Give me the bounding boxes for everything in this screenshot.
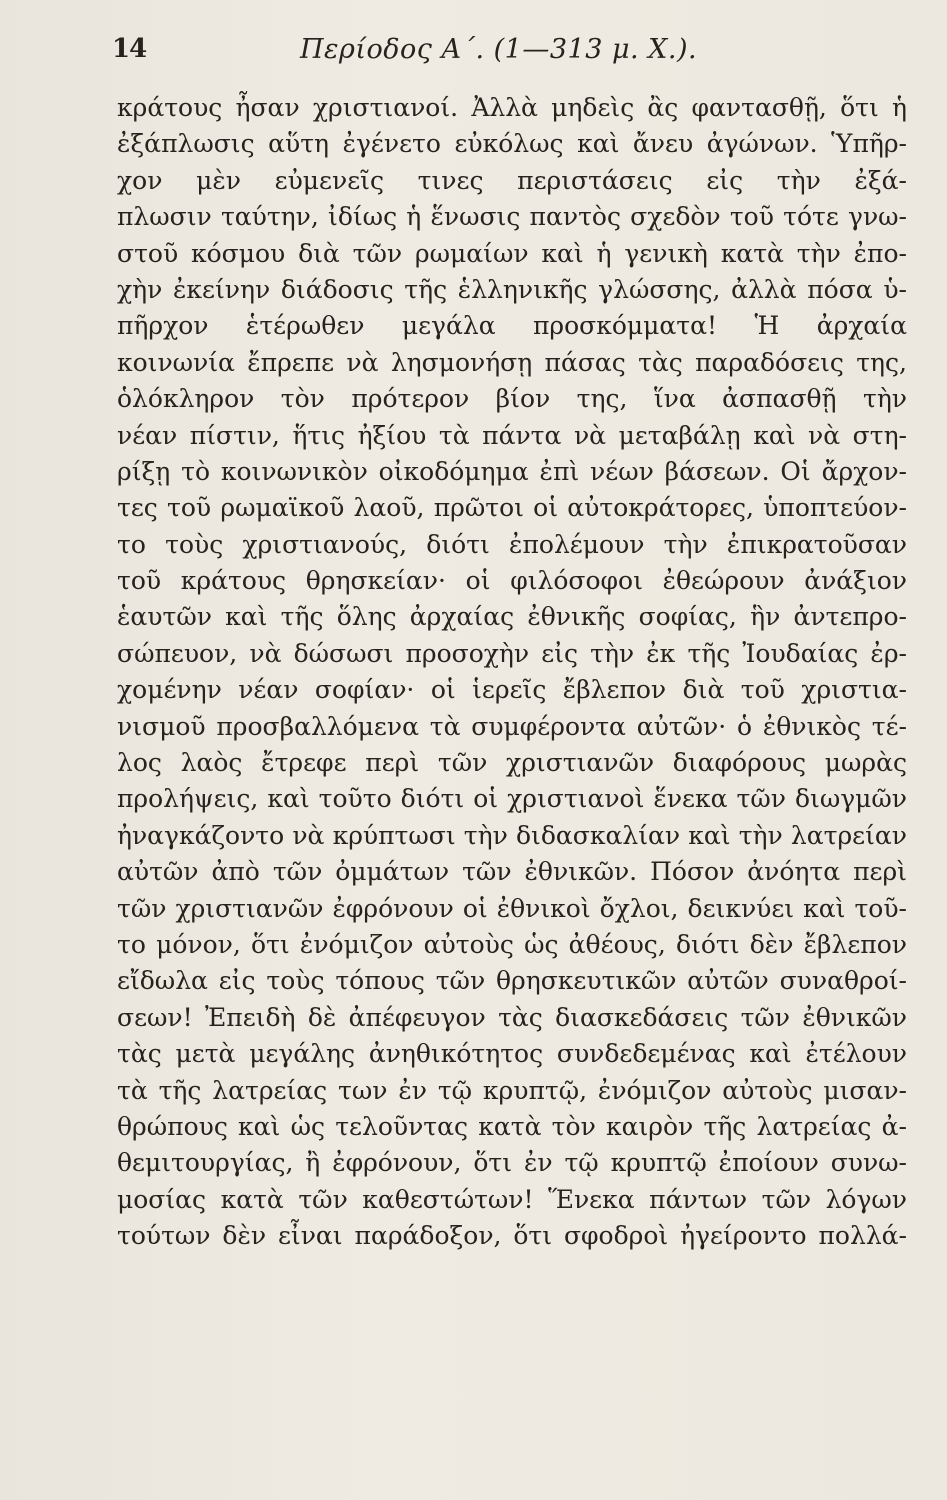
text-line: το μόνον, ὅτι ἐνόμιζον αὐτοὺς ὡς ἀθέους, διότι δὲν ἔβλεπον bbox=[117, 929, 907, 959]
text-line: πλωσιν ταύτην, ἰδίως ἡ ἕνωσις παντὸς σχεδὸν τοῦ τότε γνω- bbox=[117, 202, 907, 232]
page-number: 14 bbox=[112, 34, 147, 64]
text-line: τὰς μετὰ μεγάλης ἀνηθικότητος συνδεδεμένας καὶ ἐτέλουν bbox=[117, 1039, 907, 1069]
body-text bbox=[117, 90, 907, 1255]
text-line: τὰ τῆς λατρείας των ἐν τῷ κρυπτῷ, ἐνόμιζον αὐτοὺς μισαν- bbox=[117, 1075, 907, 1105]
text-line: ρίξῃ τὸ κοινωνικὸν οἰκοδόμημα ἐπὶ νέων βάσεων. Οἱ ἄρχον- bbox=[117, 456, 907, 486]
text-line: χον μὲν εὐμενεῖς τινες περιστάσεις εἰς τὴν ἐξά- bbox=[117, 165, 907, 195]
text-line: λος λαὸς ἔτρεφε περὶ τῶν χριστιανῶν διαφόρους μωρὰς bbox=[117, 748, 907, 778]
text-line: σώπευον, νὰ δώσωσι προσοχὴν εἰς τὴν ἐκ τῆς Ἰουδαίας ἐρ- bbox=[117, 638, 907, 668]
text-line: μοσίας κατὰ τῶν καθεστώτων! Ἕνεκα πάντων τῶν λόγων bbox=[117, 1184, 907, 1214]
text-line: χομένην νέαν σοφίαν· οἱ ἱερεῖς ἔβλεπον διὰ τοῦ χριστια- bbox=[117, 675, 907, 705]
text-line: τούτων δὲν εἶναι παράδοξον, ὅτι σφοδροὶ ἠγείροντο πολλά- bbox=[117, 1221, 907, 1251]
text-line: χὴν ἐκείνην διάδοσις τῆς ἑλληνικῆς γλώσσης, ἀλλὰ πόσα ὑ- bbox=[117, 274, 907, 304]
text-line: ἠναγκάζοντο νὰ κρύπτωσι τὴν διδασκαλίαν καὶ τὴν λατρείαν bbox=[117, 820, 907, 850]
text-line: νισμοῦ προσβαλλόμενα τὰ συμφέροντα αὐτῶν· ὁ ἐθνικὸς τέ- bbox=[117, 711, 907, 741]
text-line: τῶν χριστιανῶν ἐφρόνουν οἱ ἐθνικοὶ ὄχλοι, δεικνύει καὶ τοῦ- bbox=[117, 893, 907, 923]
text-line: πῆρχον ἑτέρωθεν μεγάλα προσκόμματα! Ἡ ἀρχαία bbox=[117, 311, 907, 341]
text-line: κράτους ἦσαν χριστιανοί. Ἀλλὰ μηδεὶς ἂς φαντασθῇ, ὅτι ἡ bbox=[117, 93, 907, 122]
text-line: προλήψεις, καὶ τοῦτο διότι οἱ χριστιανοὶ ἕνεκα τῶν διωγμῶν bbox=[117, 784, 907, 814]
text-line: το τοὺς χριστιανούς, διότι ἐπολέμουν τὴν ἐπικρατοῦσαν bbox=[117, 529, 907, 559]
text-line: αὐτῶν ἀπὸ τῶν ὀμμάτων τῶν ἐθνικῶν. Πόσον ἀνόητα περὶ bbox=[117, 857, 907, 887]
text-line: ἑαυτῶν καὶ τῆς ὅλης ἀρχαίας ἐθνικῆς σοφίας, ἣν ἀντεπρο- bbox=[117, 602, 907, 632]
text-line: σεων! Ἐπειδὴ δὲ ἀπέφευγον τὰς διασκεδάσεις τῶν ἐθνικῶν bbox=[117, 1002, 907, 1032]
text-line: θρώπους καὶ ὡς τελοῦντας κατὰ τὸν καιρὸν τῆς λατρείας ἀ- bbox=[117, 1111, 907, 1141]
text-line: τοῦ κράτους θρησκείαν· οἱ φιλόσοφοι ἐθεώρουν ἀνάξιον bbox=[117, 566, 907, 596]
text-line: κοινωνία ἔπρεπε νὰ λησμονήσῃ πάσας τὰς παραδόσεις της, bbox=[117, 347, 907, 377]
text-line: νέαν πίστιν, ἥτις ἠξίου τὰ πάντα νὰ μεταβάλῃ καὶ νὰ στη- bbox=[117, 420, 907, 450]
text-line: ἐξάπλωσις αὕτη ἐγένετο εὐκόλως καὶ ἄνευ ἀγώνων. Ὑπῆρ- bbox=[117, 129, 907, 159]
text-line: τες τοῦ ρωμαϊκοῦ λαοῦ, πρῶτοι οἱ αὐτοκράτορες, ὑποπτεύον- bbox=[117, 493, 907, 523]
running-head: Περίοδος Α΄. (1—313 μ. Χ.). bbox=[300, 34, 698, 65]
text-line: εἴδωλα εἰς τοὺς τόπους τῶν θρησκευτικῶν αὐτῶν συναθροί- bbox=[117, 966, 907, 996]
text-line: θεμιτουργίας, ἢ ἐφρόνουν, ὅτι ἐν τῷ κρυπτῷ ἐποίουν συνω- bbox=[117, 1148, 907, 1178]
page-header bbox=[0, 30, 947, 70]
text-line: ὁλόκληρον τὸν πρότερον βίον της, ἵνα ἀσπασθῇ τὴν bbox=[117, 384, 907, 414]
text-line: στοῦ κόσμου διὰ τῶν ρωμαίων καὶ ἡ γενικὴ κατὰ τὴν ἐπο- bbox=[117, 238, 907, 268]
